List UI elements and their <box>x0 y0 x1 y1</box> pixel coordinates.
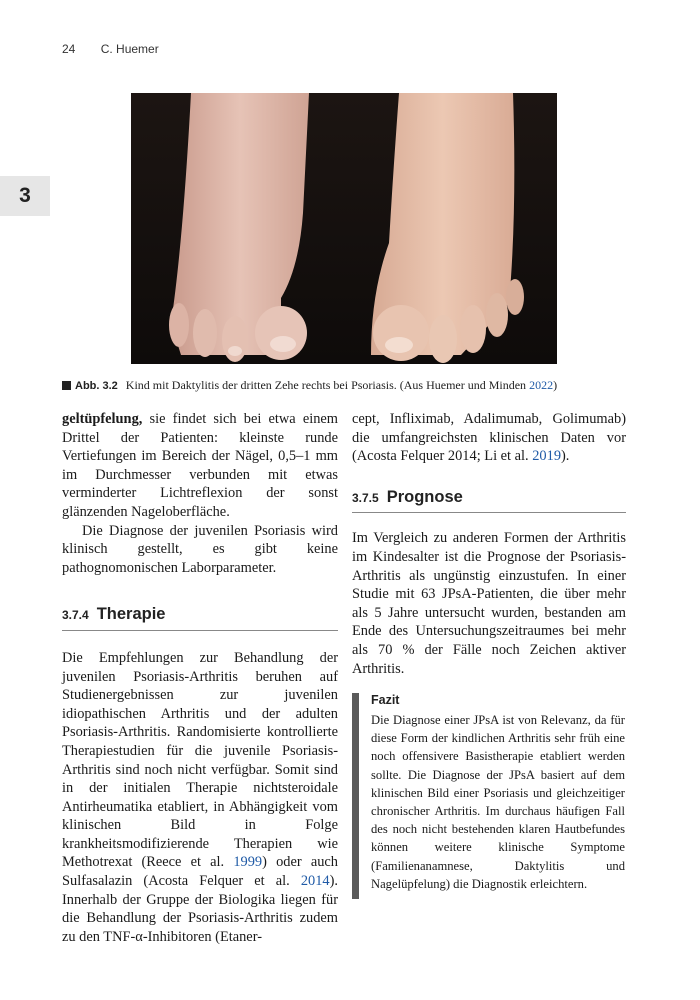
section-title: Prognose <box>386 487 463 506</box>
caption-end: ) <box>553 378 558 392</box>
paragraph-diagnosis: Die Diagnose der juvenilen Psoriasis wird klinisch gestellt, es gibt keine pathognomonischen Laborparameter. <box>62 522 338 576</box>
reference-link[interactable]: 1999 <box>233 854 263 871</box>
chapter-tab: 3 <box>0 176 50 216</box>
paragraph-text: Die Empfehlungen zur Behandlung der juvenilen Psoriasis-Arthritis beruhen auf Studienergebnissen zur juvenilen idiopathischen Arthritis und der adulten Psoriasis-Arthritis. Randomisierte kontrollierte Therapiestudien für die juvenile Psoriasis-Arthritis sind noch nicht verfügbar. Somit sind in der initialen Therapie nichtsteroidale Antirheumatika etabliert, in Abhängigkeit vom klinischen Bild in Folge krankheitsmodifizierende Therapien wie Methotrexat (Reece et al. <box>62 649 338 871</box>
paragraph-text: ). Innerhalb der Gruppe der Biologika liegen für die Behandlung der Psoriasis-Arthritis zudem zu den TNF-α-Inhibitoren (Etaner- <box>62 873 338 945</box>
paragraph-text: cept, Infliximab, Adalimumab, Golimumab) die umfangreichsten klinischen Daten vor (Acosta Felquer 2014; Li et al. <box>352 411 626 465</box>
paragraph-therapy <box>62 649 338 947</box>
running-header <box>62 42 159 56</box>
fazit-box <box>352 693 625 899</box>
reference-link[interactable]: 2019 <box>532 448 562 465</box>
page-number: 24 <box>62 42 76 56</box>
paragraph-text: ). <box>561 448 570 465</box>
fazit-title: Fazit <box>371 693 400 707</box>
figure-caption <box>62 378 642 394</box>
fazit-text: Die Diagnose einer JPsA ist von Relevanz, da für diese Form der kindlichen Arthritis sehr früh eine noch offensivere Basistherapie etabliert werden sollte. Die Diagnose der JPsA basiert auf dem klinischen Bild einer Psoriasis und gleichzeitiger chronischer Arthritis. Im durchaus häufigen Fall des noch nicht bestehenden klaren Hautbefundes können weitere klinische Symptome (Familienanamnese, Daktylitis und Nagelüpfelung) die Diagnostik erleichtern. <box>371 713 625 891</box>
right-column <box>352 410 626 678</box>
section-number: 3.7.5 <box>352 490 379 505</box>
reference-link[interactable]: 2014 <box>300 873 330 890</box>
paragraph-biologics <box>352 410 626 466</box>
section-heading-prognose <box>352 488 626 514</box>
caption-text: Kind mit Daktylitis der dritten Zehe rechts bei Psoriasis. (Aus Huemer und Minden <box>125 378 530 392</box>
section-heading-therapie <box>62 605 338 631</box>
paragraph-text: ) oder auch Sulfasalazin (Acosta Felquer et al. <box>62 854 338 890</box>
caption-reference-link[interactable]: 2022 <box>529 378 554 392</box>
caption-marker-icon <box>62 381 71 390</box>
left-column <box>62 410 338 946</box>
bold-term: geltüpfelung, <box>62 411 143 427</box>
paragraph-nail-pitting <box>62 410 338 522</box>
figure-photo-feet <box>131 93 557 364</box>
section-title: Therapie <box>96 605 166 624</box>
paragraph-prognosis: Im Vergleich zu anderen Formen der Arthritis im Kindesalter ist die Prognose der Psoriasis-Arthritis als ungünstig einzustufen. In einer Studie mit 63 JPsA-Patienten, die über mehr als 5 Jahre untersucht wurden, bestanden am Ende des Untersuchungszeitraumes bei mehr als 70 % der Fälle noch Zeichen aktiver Arthritis. <box>352 530 626 677</box>
figure-label: Abb. 3.2 <box>75 380 118 392</box>
paragraph-text: sie findet sich bei etwa einem Drittel der Patienten: kleinste runde Vertiefungen im Bereich der Nägel, 0,5–1 mm im Durchmesser verbunden mit etwas verminderter Lichtreflexion der sonst glänzenden Nageloberfläche. <box>62 411 338 520</box>
section-number: 3.7.4 <box>62 608 89 623</box>
running-author: C. Huemer <box>100 42 159 56</box>
